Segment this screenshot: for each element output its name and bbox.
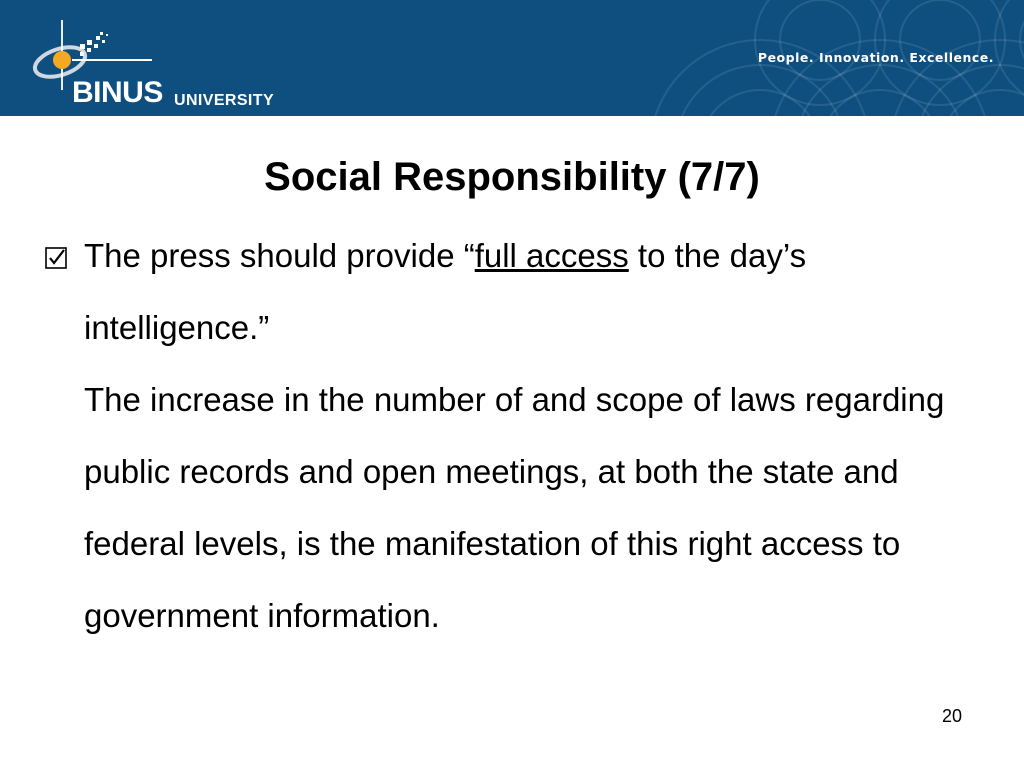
logo-wordmark: BINUS: [72, 76, 163, 109]
header-tagline: People. Innovation. Excellence.: [757, 50, 994, 65]
full-access-link[interactable]: full access: [474, 237, 629, 274]
slide-header: [0, 0, 1024, 116]
checkbox-checked-icon: [44, 244, 70, 270]
binus-university-logo: [22, 20, 312, 109]
page-number: 20: [941, 706, 962, 726]
slide-title: Social Responsibility (7/7): [264, 155, 760, 199]
paragraph-1-text-after: to the day’s intelligence.”: [84, 237, 807, 346]
logo-subtitle: UNIVERSITY: [174, 92, 275, 109]
bullet-paragraph-2: The increase in the number of and scope of laws regarding public records and open meetings, at both the state and federal levels, is the manifestation of this right access to government information.: [84, 381, 945, 634]
paragraph-1-text-before: The press should provide “: [84, 237, 475, 274]
bullet-paragraph-1: [84, 220, 994, 364]
slide-body: [84, 220, 994, 652]
